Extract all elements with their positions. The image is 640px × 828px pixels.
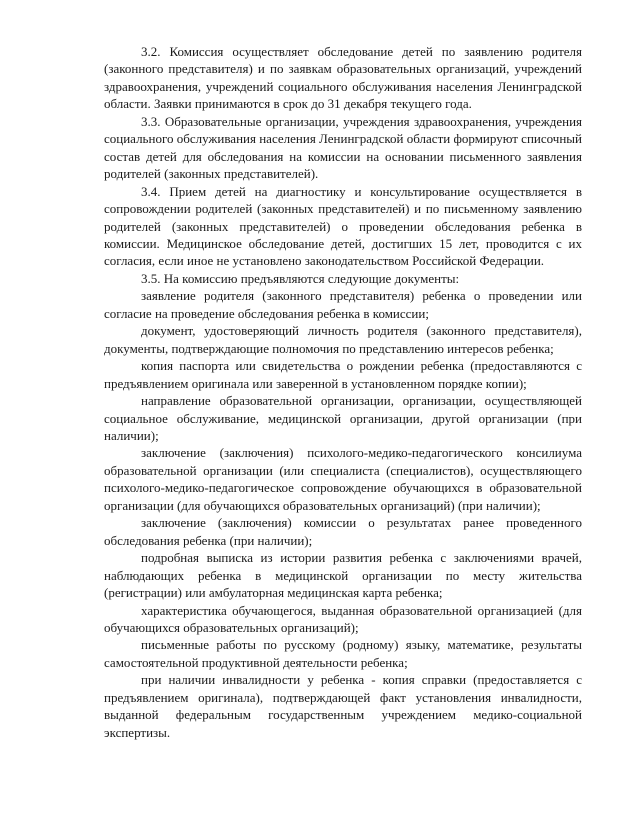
document-list-item: документ, удостоверяющий личность родителя (законного представителя), документы, подтверждающие полномочия по представлению интересов ребенка;	[104, 323, 582, 356]
document-page	[104, 43, 582, 741]
paragraph-3-4: 3.4. Прием детей на диагностику и консультирование осуществляется в сопровождении родителей (законных представителей) и по письменному заявлению родителей (законных представителей) о проведении обследования ребенка в комиссии. Медицинское обследование детей, достигших 15 лет, проводится с их согласия, если иное не установлено законодательством Российской Федерации.	[104, 183, 582, 269]
document-list-item: заключение (заключения) психолого-медико-педагогического консилиума образовательной организации (или специалиста (специалистов), осуществляющего психолого-медико-педагогическое сопровождение обучающихся в образовательной организации (для обучающихся образовательных организаций) (при наличии);	[104, 445, 582, 513]
document-list-item: заключение (заключения) комиссии о результатах ранее проведенного обследования ребенка (при наличии);	[104, 515, 582, 548]
paragraph-3-2: 3.2. Комиссия осуществляет обследование детей по заявлению родителя (законного представителя) и по заявкам образовательных организаций, учреждений здравоохранения, учреждений социального обслуживания населения Ленинградской области. Заявки принимаются в срок до 31 декабря текущего года.	[104, 44, 582, 112]
document-list-item: характеристика обучающегося, выданная образовательной организацией (для обучающихся образовательных организаций);	[104, 602, 582, 635]
document-list-item: направление образовательной организации, организации, осуществляющей социальное обслуживание, медицинской организации, другой организации (при наличии);	[104, 393, 582, 443]
paragraph-3-5: 3.5. На комиссию предъявляются следующие документы:	[141, 270, 460, 286]
document-list-item: при наличии инвалидности у ребенка - копия справки (предоставляется с предъявлением оригинала), подтверждающей факт установления инвалидности, выданной федеральным государственным учреждением медико-социальной экспертизы.	[104, 672, 582, 740]
document-list-item: заявление родителя (законного представителя) ребенка о проведении или согласие на проведение обследования ребенка в комиссии;	[104, 288, 582, 321]
document-list-item: письменные работы по русскому (родному) языку, математике, результаты самостоятельной продуктивной деятельности ребенка;	[104, 637, 582, 670]
paragraph-3-3: 3.3. Образовательные организации, учреждения здравоохранения, учреждения социального обслуживания населения Ленинградской области формируют списочный состав детей для обследования на комиссии на основании письменного заявления родителей (законных представителей).	[104, 113, 582, 182]
document-list-item: копия паспорта или свидетельства о рождении ребенка (предоставляются с предъявлением оригинала или заверенной в установленном порядке копии);	[104, 358, 582, 391]
document-list-item: подробная выписка из истории развития ребенка с заключениями врачей, наблюдающих ребенка в медицинской организации по месту жительства (регистрации) или амбулаторная медицинская карта ребенка;	[104, 550, 582, 601]
